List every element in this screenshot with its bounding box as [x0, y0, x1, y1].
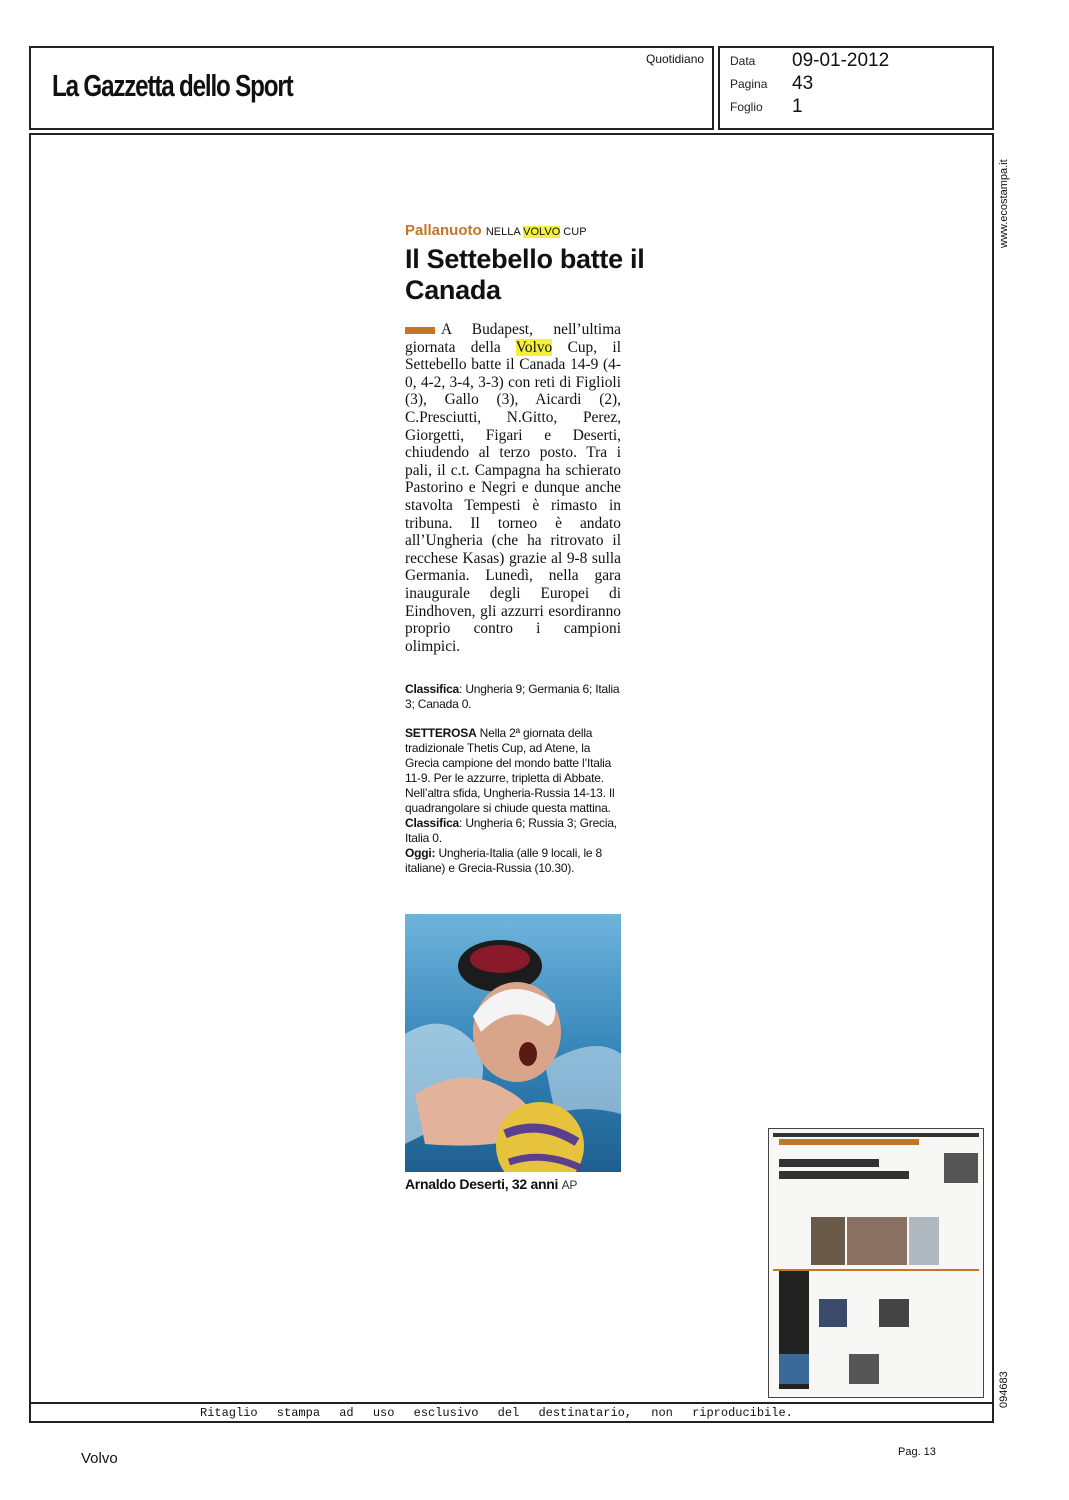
frequency-label: Quotidiano — [646, 52, 705, 66]
page-label: Pagina — [730, 77, 768, 91]
side-url-text: www.ecostampa.it — [998, 159, 1010, 248]
standings — [405, 682, 623, 712]
kicker-pre: NELLA — [485, 226, 524, 238]
brand-label: Volvo — [81, 1450, 118, 1467]
lead-bar — [405, 327, 435, 334]
sheet-value: 1 — [792, 96, 803, 117]
side-code-text: 094683 — [998, 1371, 1010, 1408]
setterosa-block — [405, 726, 623, 876]
body-post: Cup, il Settebello batte il Canada 14-9 (4-0, 4-2, 3-4, 3-3) con reti di Figlioli (3), Gallo (3), Aicardi (2), C.Presciutti, N.Gitto, Perez, Giorgetti, Figari e Deserti, chiudendo al terzo posto. Tra i pali, il c.t. Campagna ha schierato Pastorino e Negri e dunque anche stavolta Tempesti è rimasto in tribuna. Il torneo è andato all’Ungheria (che ha ritrovato il recchese Kasas) grazie al 9-8 sulla Germania. Lunedì, nella gara inaugurale degli Europei di Eindhoven, gli azzurri esordiranno proprio contro i campioni olimpici. — [405, 338, 621, 655]
standings2-label: Classifica — [405, 816, 460, 830]
caption-credit: AP — [561, 1178, 578, 1192]
standings2-text: : Ungheria 6; Russia 3; Grecia, Italia 0. — [405, 816, 617, 845]
sheet-label: Foglio — [730, 100, 763, 114]
setterosa-label: SETTEROSA — [405, 726, 477, 740]
newspaper-logo: La Gazzetta dello Sport — [52, 68, 293, 103]
caption-text: Arnaldo Deserti, 32 anni — [405, 1176, 559, 1192]
today-label: Oggi: — [405, 846, 436, 860]
body-pre: A Budapest, nell’ultima giornata della — [405, 321, 621, 356]
article-kicker — [405, 222, 587, 239]
kicker-highlight: VOLVO — [523, 226, 561, 238]
today-text: Ungheria-Italia (alle 9 locali, le 8 italiane) e Grecia-Russia (10.30). — [405, 846, 603, 875]
body-highlight: Volvo — [515, 338, 553, 356]
water-polo-photo-illustration — [405, 914, 621, 1172]
side-url — [998, 148, 1014, 248]
page-value: 43 — [792, 73, 814, 94]
date-label: Data — [730, 54, 756, 68]
clipping-notice: Ritaglio stampa ad uso esclusivo del destinatario, non riproducibile. — [200, 1406, 793, 1420]
headline: Il Settebello batte il Canada — [405, 244, 645, 305]
kicker-post: CUP — [560, 226, 587, 238]
standings-label: Classifica — [405, 682, 460, 696]
footer-divider — [30, 1402, 993, 1404]
player-photo — [405, 914, 621, 1172]
page-number: Pag. 13 — [898, 1446, 936, 1458]
page-thumbnail — [768, 1128, 984, 1398]
section-label: Pallanuoto — [405, 222, 482, 239]
standings-text: : Ungheria 9; Germania 6; Italia 3; Canada 0. — [405, 682, 620, 711]
article-body — [405, 321, 621, 655]
setterosa-text: Nella 2ª giornata della tradizionale Thetis Cup, ad Atene, la Grecia campione del mondo batte l’Italia 11-9. Per le azzurre, tripletta di Abbate. Nell’altra sfida, Ungheria-Russia 14-13. Il quadrangolare si chiude questa mattina. — [405, 726, 615, 815]
date-value: 09-01-2012 — [792, 50, 890, 71]
photo-caption — [405, 1176, 577, 1192]
page-thumbnail-illustration — [769, 1129, 983, 1397]
